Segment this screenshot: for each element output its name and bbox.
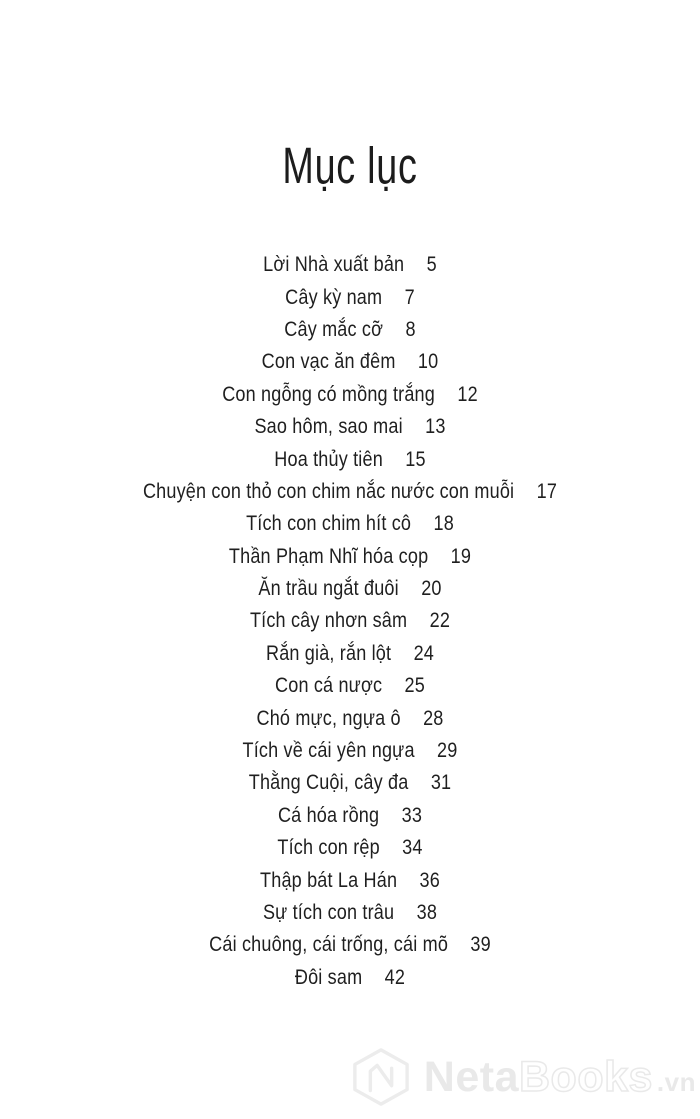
toc-entry-title: Đôi sam [294, 965, 363, 989]
toc-entry [49, 443, 651, 475]
toc-entry-page-number: 22 [429, 609, 451, 633]
toc-entry-page-number: 31 [430, 771, 452, 795]
toc-entry-title: Tích cây nhơn sâm [249, 609, 408, 633]
toc-entry-page-number: 20 [421, 577, 442, 601]
toc-entry [49, 508, 651, 540]
toc-entry-page-number: 7 [404, 285, 415, 309]
toc-entry [49, 670, 651, 702]
toc-entry-page-number: 34 [402, 836, 423, 860]
toc-entry [49, 411, 651, 443]
watermark-books-label: Books [519, 1052, 653, 1101]
toc-entry-page-number: 25 [404, 674, 425, 698]
toc-entry-page-number: 13 [425, 415, 446, 439]
toc-entry [49, 379, 651, 411]
toc-entry [49, 767, 651, 799]
toc-entry-title: Thằng Cuội, cây đa [248, 771, 409, 795]
toc-entry [49, 800, 651, 832]
toc-entry-title: Cây mắc cỡ [284, 317, 384, 341]
toc-entry-page-number: 38 [416, 901, 438, 924]
toc-entry [49, 346, 651, 378]
toc-entry-title: Tích con chim hít cô [246, 512, 412, 536]
toc-entry [49, 929, 651, 961]
toc-entry-title: Con vạc ăn đêm [261, 350, 396, 374]
toc-entry-page-number: 18 [433, 512, 454, 536]
toc-entry [49, 832, 651, 864]
toc-entry-title: Rắn già, rắn lột [265, 641, 392, 665]
toc-entry-title: Cây kỳ nam [285, 285, 383, 309]
watermark-wordmark [423, 1052, 696, 1101]
toc-entry [49, 962, 651, 994]
toc-entry-page-number: 33 [401, 803, 423, 827]
toc-entry-title: Tích về cái yên ngựa [242, 739, 415, 763]
toc-entry [49, 605, 651, 637]
toc-entry-title: Chuyện con thỏ con chim nắc nước con muỗi [142, 479, 515, 503]
toc-entry-title: Thần Phạm Nhĩ hóa cọp [228, 544, 429, 568]
toc-entry-page-number: 17 [536, 479, 558, 503]
toc-entry-title: Thập bát La Hán [260, 868, 398, 892]
toc-entry-page-number: 8 [405, 317, 416, 341]
toc-entry-page-number: 39 [470, 933, 491, 957]
watermark-neta-label: Neta [423, 1052, 519, 1101]
toc-entry [49, 702, 651, 734]
toc-entry-title: Cái chuông, cái trống, cái mõ [209, 933, 449, 957]
toc-entry [49, 249, 651, 281]
toc-entry-title: Ăn trầu ngắt đuôi [258, 577, 399, 601]
watermark-vn-suffix: .vn [656, 1066, 696, 1097]
toc-entry-page-number: 29 [437, 739, 458, 763]
toc-entry-title: Sự tích con trâu [262, 901, 395, 924]
toc-entry-title: Tích con rệp [277, 836, 380, 860]
toc-entry [49, 314, 651, 346]
toc-entry-title: Con ngỗng có mồng trắng [222, 382, 435, 406]
toc-entry-page-number: 42 [384, 965, 406, 989]
toc-entry [49, 281, 651, 313]
page-title: Mục lục [282, 137, 418, 194]
netabooks-hexagon-logo-icon [350, 1047, 412, 1107]
toc-entry-title: Sao hôm, sao mai [254, 415, 403, 439]
toc-entry [49, 573, 651, 605]
toc-entry-page-number: 5 [426, 253, 437, 277]
toc-entry [49, 735, 651, 767]
toc-entry-page-number: 15 [405, 447, 426, 471]
toc-entry-page-number: 28 [423, 706, 444, 730]
toc-entry [49, 638, 651, 670]
toc-entry-title: Lời Nhà xuất bản [263, 253, 405, 277]
toc-entry-title: Cá hóa rồng [277, 803, 380, 827]
toc-entry [49, 541, 651, 573]
netabooks-watermark [350, 1047, 696, 1107]
toc-entry [49, 864, 651, 896]
toc-entry-title: Hoa thủy tiên [274, 447, 383, 471]
toc-entry-page-number: 12 [457, 382, 478, 406]
toc-entry-page-number: 19 [450, 544, 472, 568]
toc-entry [49, 897, 651, 929]
toc-entry-page-number: 24 [413, 641, 435, 665]
toc-entry-title: Con cá nược [275, 674, 383, 698]
toc-list [49, 249, 651, 994]
toc-entry [49, 476, 651, 508]
toc-entry-page-number: 36 [419, 868, 440, 892]
toc-entry-title: Chó mực, ngựa ô [256, 706, 401, 730]
toc-entry-page-number: 10 [417, 350, 439, 374]
